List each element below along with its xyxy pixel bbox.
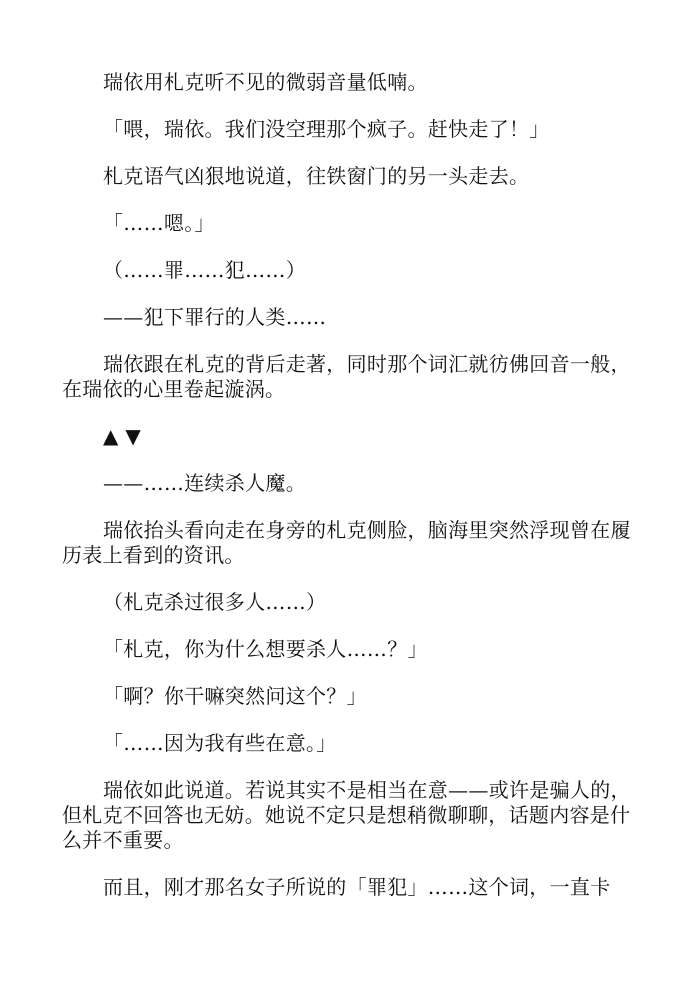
document-body xyxy=(62,70,642,900)
paragraph-10: （札克杀过很多人……） xyxy=(103,590,327,614)
paragraph-5: （……罪……犯……） xyxy=(103,258,306,282)
paragraph-8: ——……连续杀人魔。 xyxy=(103,471,306,495)
paragraph-13: 「……因为我有些在意。」 xyxy=(103,731,337,755)
paragraph-12: 「啊？你干嘛突然问这个？」 xyxy=(103,684,367,708)
paragraph-2: 「喂，瑞依。我们没空理那个疯子。赶快走了！」 xyxy=(103,117,550,141)
paragraph-11: 「札克，你为什么想要杀人……？」 xyxy=(103,637,428,661)
paragraph-1: 瑞依用札克听不见的微弱音量低喃。 xyxy=(103,70,428,94)
paragraph-3: 札克语气凶狠地说道，往铁窗门的另一头走去。 xyxy=(103,164,530,188)
paragraph-14: 瑞依如此说道。若说其实不是相当在意——或许是骗人的，但札克不回答也无妨。她说不定只是想稍微聊聊，话题内容是什么并不重要。 xyxy=(62,778,631,852)
paragraph-6: ——犯下罪行的人类…… xyxy=(103,305,327,329)
scene-break: ▲ ▼ xyxy=(103,424,142,448)
paragraph-4: 「……嗯。」 xyxy=(103,211,215,235)
paragraph-15: 而且，刚才那名女子所说的「罪犯」……这个词，一直卡 xyxy=(103,875,611,899)
paragraph-9: 瑞依抬头看向走在身旁的札克侧脸，脑海里突然浮现曾在履历表上看到的资讯。 xyxy=(62,518,631,567)
paragraph-7: 瑞依跟在札克的背后走著，同时那个词汇就彷佛回音一般，在瑞依的心里卷起漩涡。 xyxy=(62,352,631,401)
